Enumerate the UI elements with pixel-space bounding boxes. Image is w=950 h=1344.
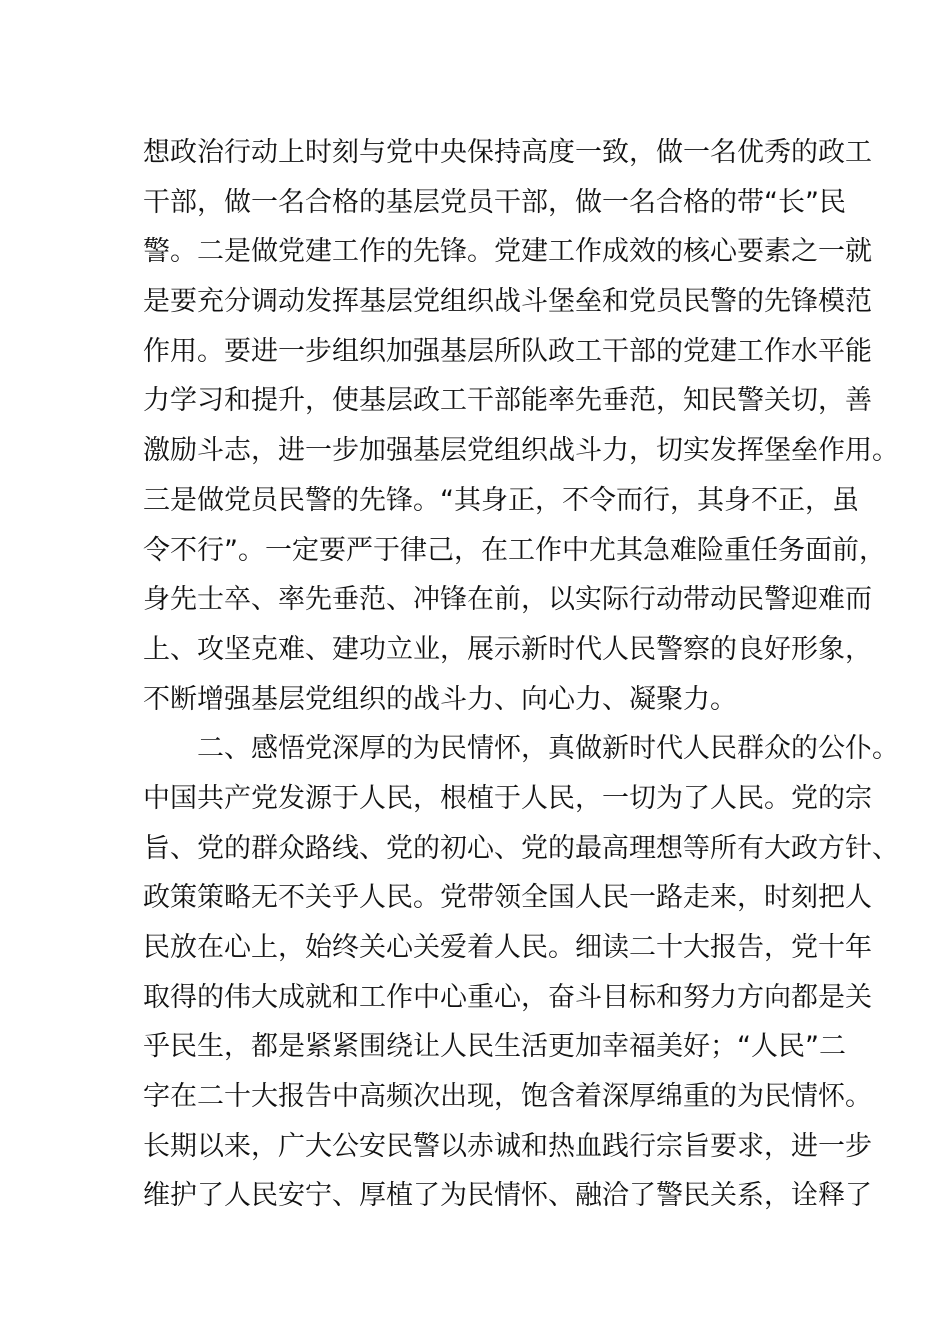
- text-line-2: 干部，做一名合格的基层党员干部，做一名合格的带“长”民: [143, 186, 846, 218]
- text-line-17: 民放在心上，始终关心关爱着人民。细读二十大报告，党十年: [143, 932, 872, 963]
- text-line-22: 维护了人民安宁、厚植了为民情怀、融洽了警民关系，诠释了: [143, 1180, 872, 1212]
- text-line-14: 中国共产党发源于人民，根植于人民，一切为了人民。党的宗: [143, 782, 872, 814]
- text-line-10: 身先士卒、率先垂范、冲锋在前，以实际行动带动民警迎难而: [143, 584, 872, 616]
- text-line-11: 上、攻坚克难、建功立业，展示新时代人民警察的良好形象，: [143, 633, 872, 665]
- text-line-19: 乎民生，都是紧紧围绕让人民生活更加幸福美好；“人民”二: [143, 1031, 846, 1063]
- text-line-3: 警。二是做党建工作的先锋。党建工作成效的核心要素之一就: [143, 236, 872, 268]
- text-line-5: 作用。要进一步组织加强基层所队政工干部的党建工作水平能: [143, 335, 872, 367]
- text-line-20: 字在二十大报告中高频次出现，饱含着深厚绵重的为民情怀。: [143, 1081, 872, 1113]
- text-line-16: 政策策略无不关乎人民。党带领全国人民一路走来，时刻把人: [143, 882, 872, 914]
- text-line-6: 力学习和提升，使基层政工干部能率先垂范，知民警关切，善: [143, 385, 872, 417]
- text-line-21: 长期以来，广大公安民警以赤诚和热血践行宗旨要求，进一步: [143, 1130, 872, 1162]
- text-line-1: 想政治行动上时刻与党中央保持高度一致，做一名优秀的政工: [143, 137, 872, 168]
- text-line-12: 不断增强基层党组织的战斗力、向心力、凝聚力。: [143, 683, 737, 715]
- text-line-4: 是要充分调动发挥基层党组织战斗堡垒和党员民警的先锋模范: [143, 286, 872, 318]
- text-line-15: 旨、党的群众路线、党的初心、党的最高理想等所有大政方针、: [143, 832, 899, 864]
- text-line-18: 取得的伟大成就和工作中心重心，奋斗目标和努力方向都是关: [143, 981, 872, 1013]
- section-heading-line: 二、感悟党深厚的为民情怀，真做新时代人民群众的公仆。: [197, 733, 899, 765]
- document-body: [143, 128, 899, 1221]
- text-line-9: 令不行”。一定要严于律己，在工作中尤其急难险重任务面前，: [143, 534, 886, 566]
- text-line-7: 激励斗志，进一步加强基层党组织战斗力，切实发挥堡垒作用。: [143, 435, 899, 467]
- text-line-8: 三是做党员民警的先锋。“其身正，不令而行，其身不正，虽: [143, 484, 859, 516]
